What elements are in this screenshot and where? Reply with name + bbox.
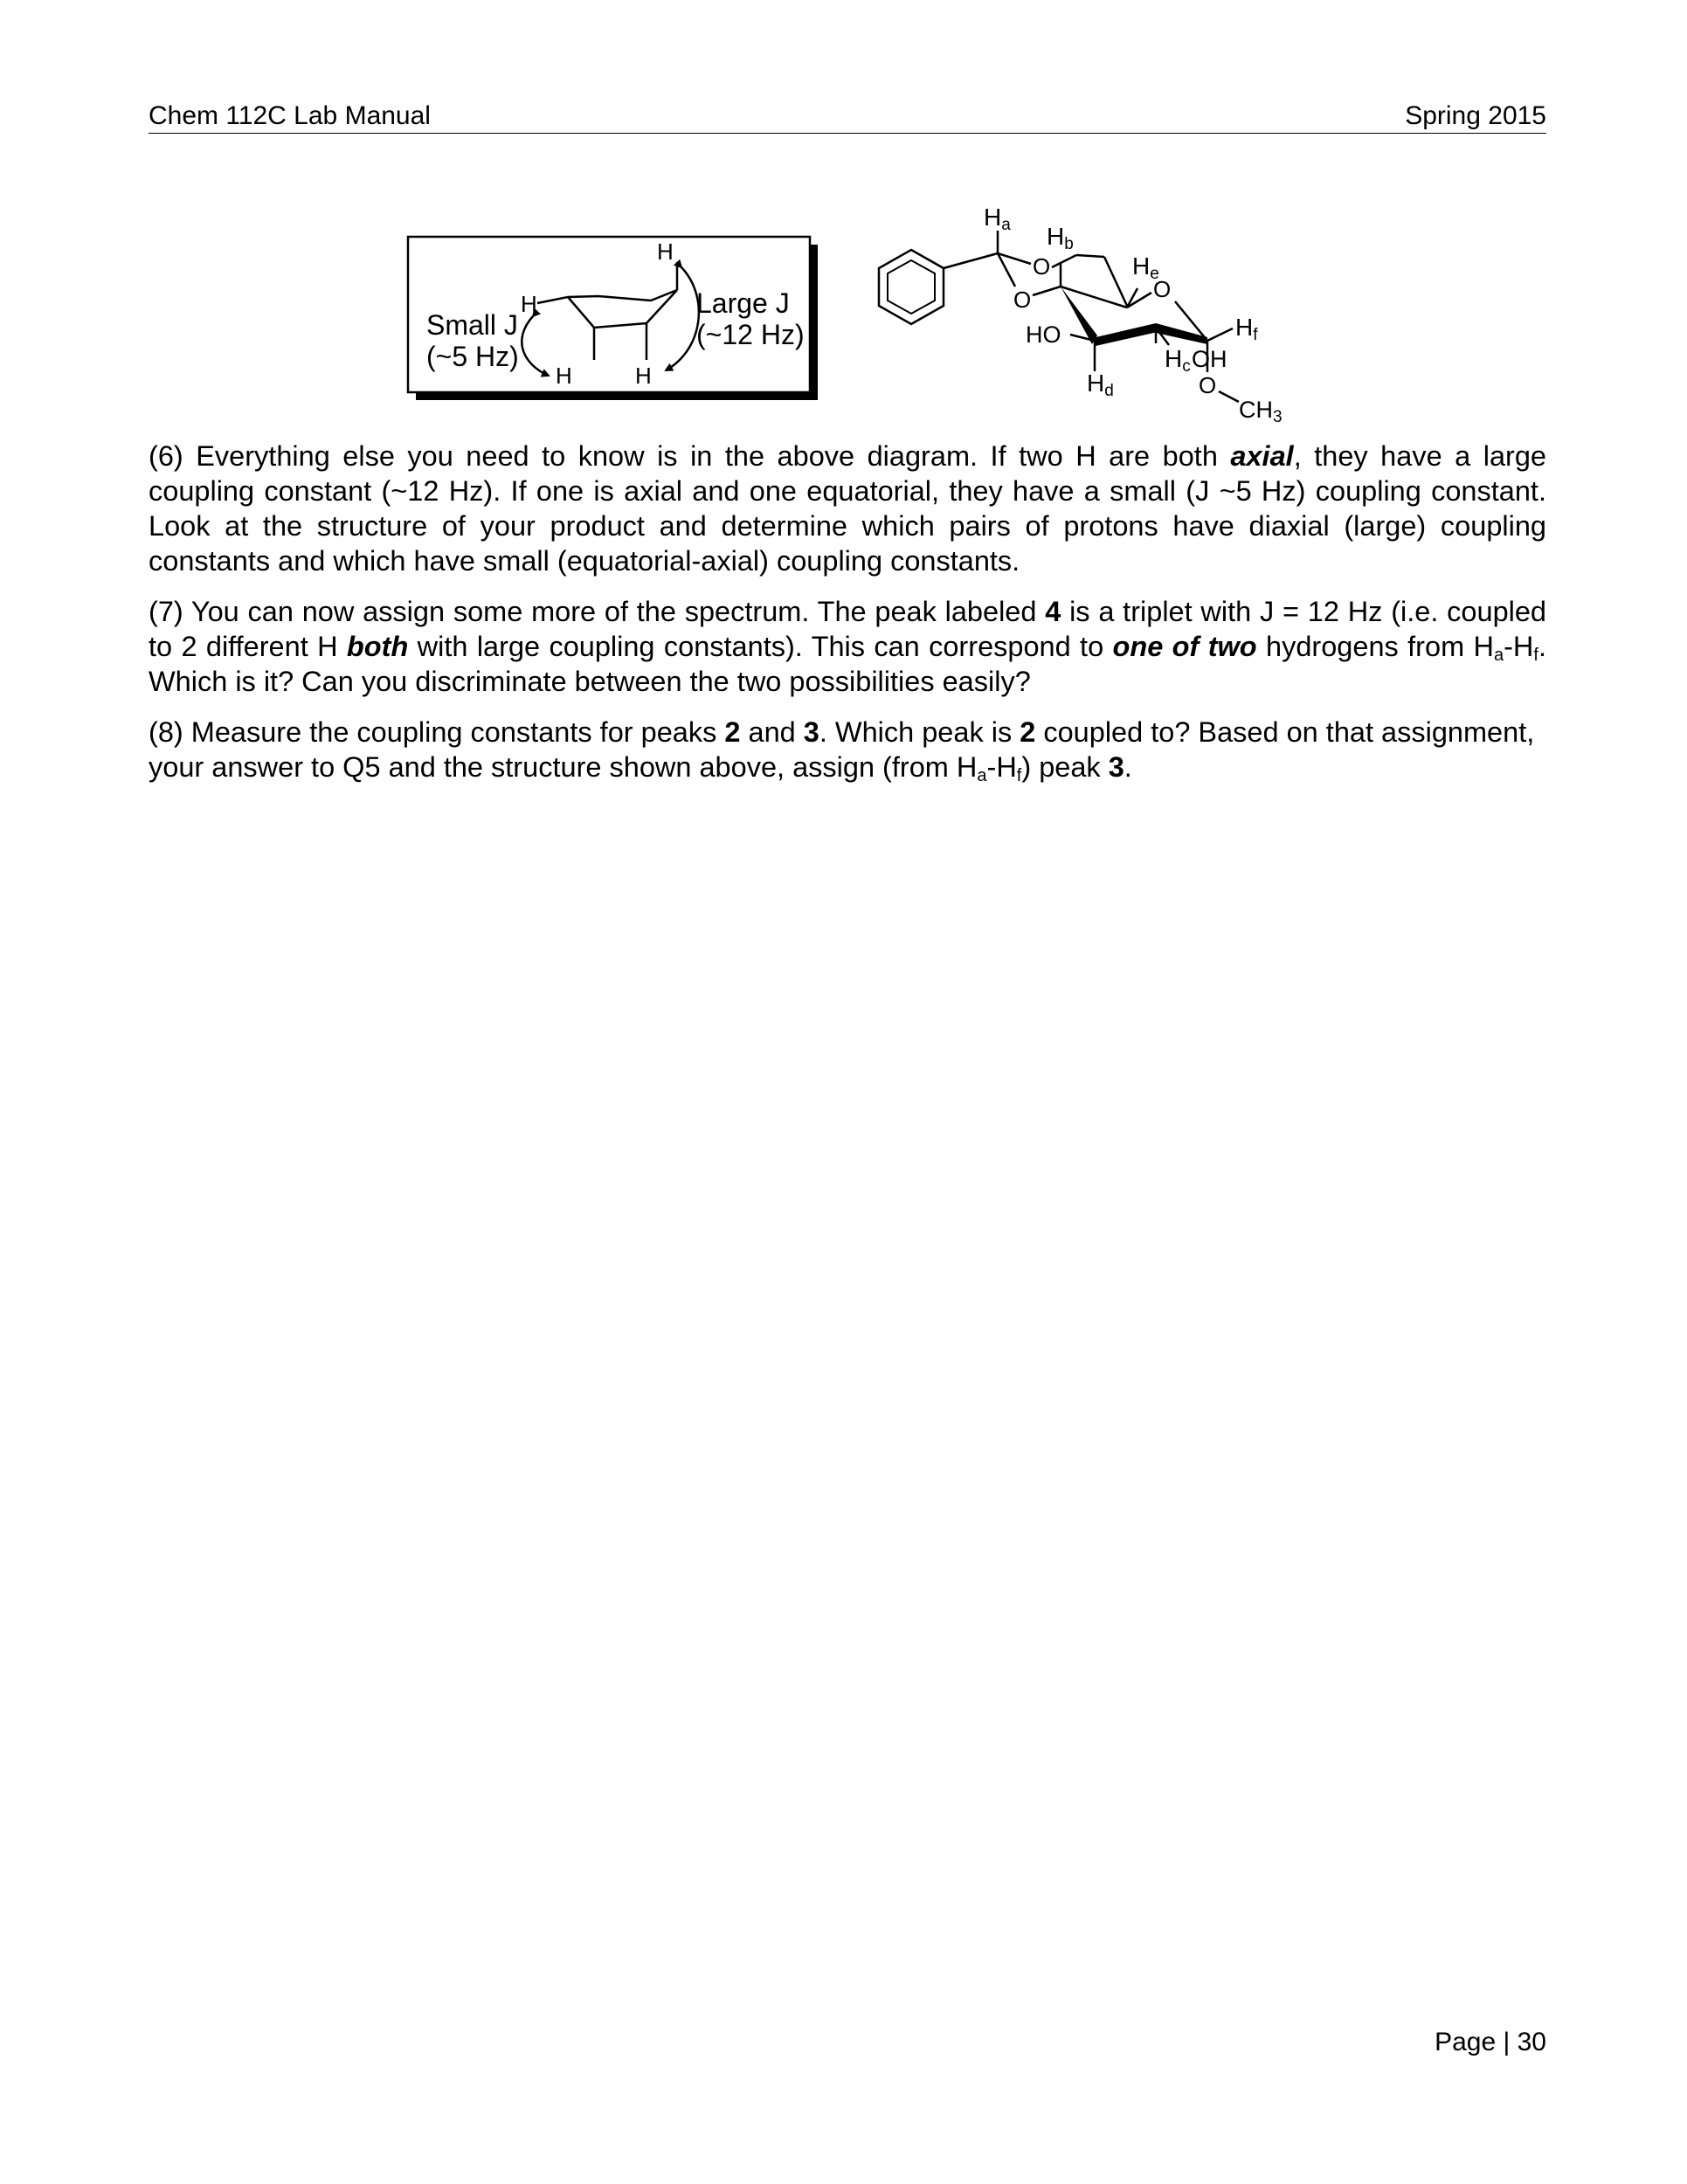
small-j-label: Small J [426,309,518,341]
atom-h-axial-bottom: H [635,363,652,389]
atom-h-axial-left: H [556,363,572,389]
label-o-acetal-bottom: O [1013,287,1032,313]
wedge-c3-c1 [1156,323,1207,344]
bond-o-c4 [1033,287,1061,295]
label-o-acetal-top: O [1033,253,1051,280]
wedge-c4-c2 [1061,287,1097,344]
label-o-ring: O [1153,276,1172,302]
peak-3-ref: 3 [1108,751,1124,783]
label-he: He [1132,252,1159,283]
wedge-c2-c3 [1092,323,1158,346]
atom-h-equatorial: H [521,291,537,317]
emphasis-one-of-two: one of two [1112,631,1257,662]
label-ch3: CH3 [1239,397,1283,426]
peak-2-ref: 2 [1020,716,1036,748]
question-7: (7) You can now assign some more of the spectrum. The peak labeled 4 is a triplet with J = 12 Hz (i.e. coupled to 2 different H both with large coupling constants). This can correspond to one of two hydrogens from $H_a-H_f$. Which is it? Can you discriminate between the two possibilities easily? [149,596,1547,697]
bond-phenyl-acetal [944,253,998,268]
large-j-value: (~12 Hz) [696,319,805,350]
peak-2: 2 [724,716,741,748]
peak-3: 3 [803,716,819,748]
nmr-coupling-figure [0,0,1687,437]
molecule-labels [984,204,1283,426]
label-oh: OH [1192,346,1227,372]
page-number: Page | 30 [1435,2028,1546,2056]
label-hd: Hd [1087,370,1114,400]
atom-h-axial-top: H [657,238,674,265]
question-text [149,439,1546,800]
bond-o-ch3 [1219,391,1239,402]
emphasis-both: both [346,631,409,662]
label-hf: Hf [1235,314,1258,344]
small-j-value: (~5 Hz) [426,341,519,372]
benzene-inner-ring [888,260,935,314]
header-course-title: Chem 112C Lab Manual [149,101,431,130]
label-ha: Ha [984,204,1011,234]
large-j-label: Large J [696,287,790,319]
bond-c1-hf [1207,328,1233,341]
bond-ch2-c5 [1104,257,1127,306]
label-hb: Hb [1047,223,1074,253]
glucoside-structure [879,231,1239,402]
coupling-box [408,237,818,400]
bond-ch2-top [1076,255,1104,257]
question-8: (8) Measure the coupling constants for peaks 2 and 3. Which peak is 2 coupled to? Based on that assignment, your answer to Q5 and the structure shown above, assign (from $H_a-H_f$) peak 3. [149,716,1535,785]
emphasis-axial: axial [1230,440,1294,472]
bond-o-ch2 [1052,255,1076,267]
peak-4: 4 [1045,596,1061,627]
label-hc: Hc [1165,345,1191,376]
header-term: Spring 2015 [1405,101,1546,130]
question-6: (6) Everything else you need to know is in the above diagram. If two H are both axial, they have a large coupling constant (~12 Hz). If one is axial and one equatorial, they have a small (J ~5 Hz) coupling constant. Look at the structure of your product and determine which pairs of protons have diaxial (large) coupling constants and which have small (equatorial-axial) coupling constants. [149,440,1546,577]
label-ho: HO [1026,321,1061,348]
label-o-methoxy: O [1199,372,1217,398]
